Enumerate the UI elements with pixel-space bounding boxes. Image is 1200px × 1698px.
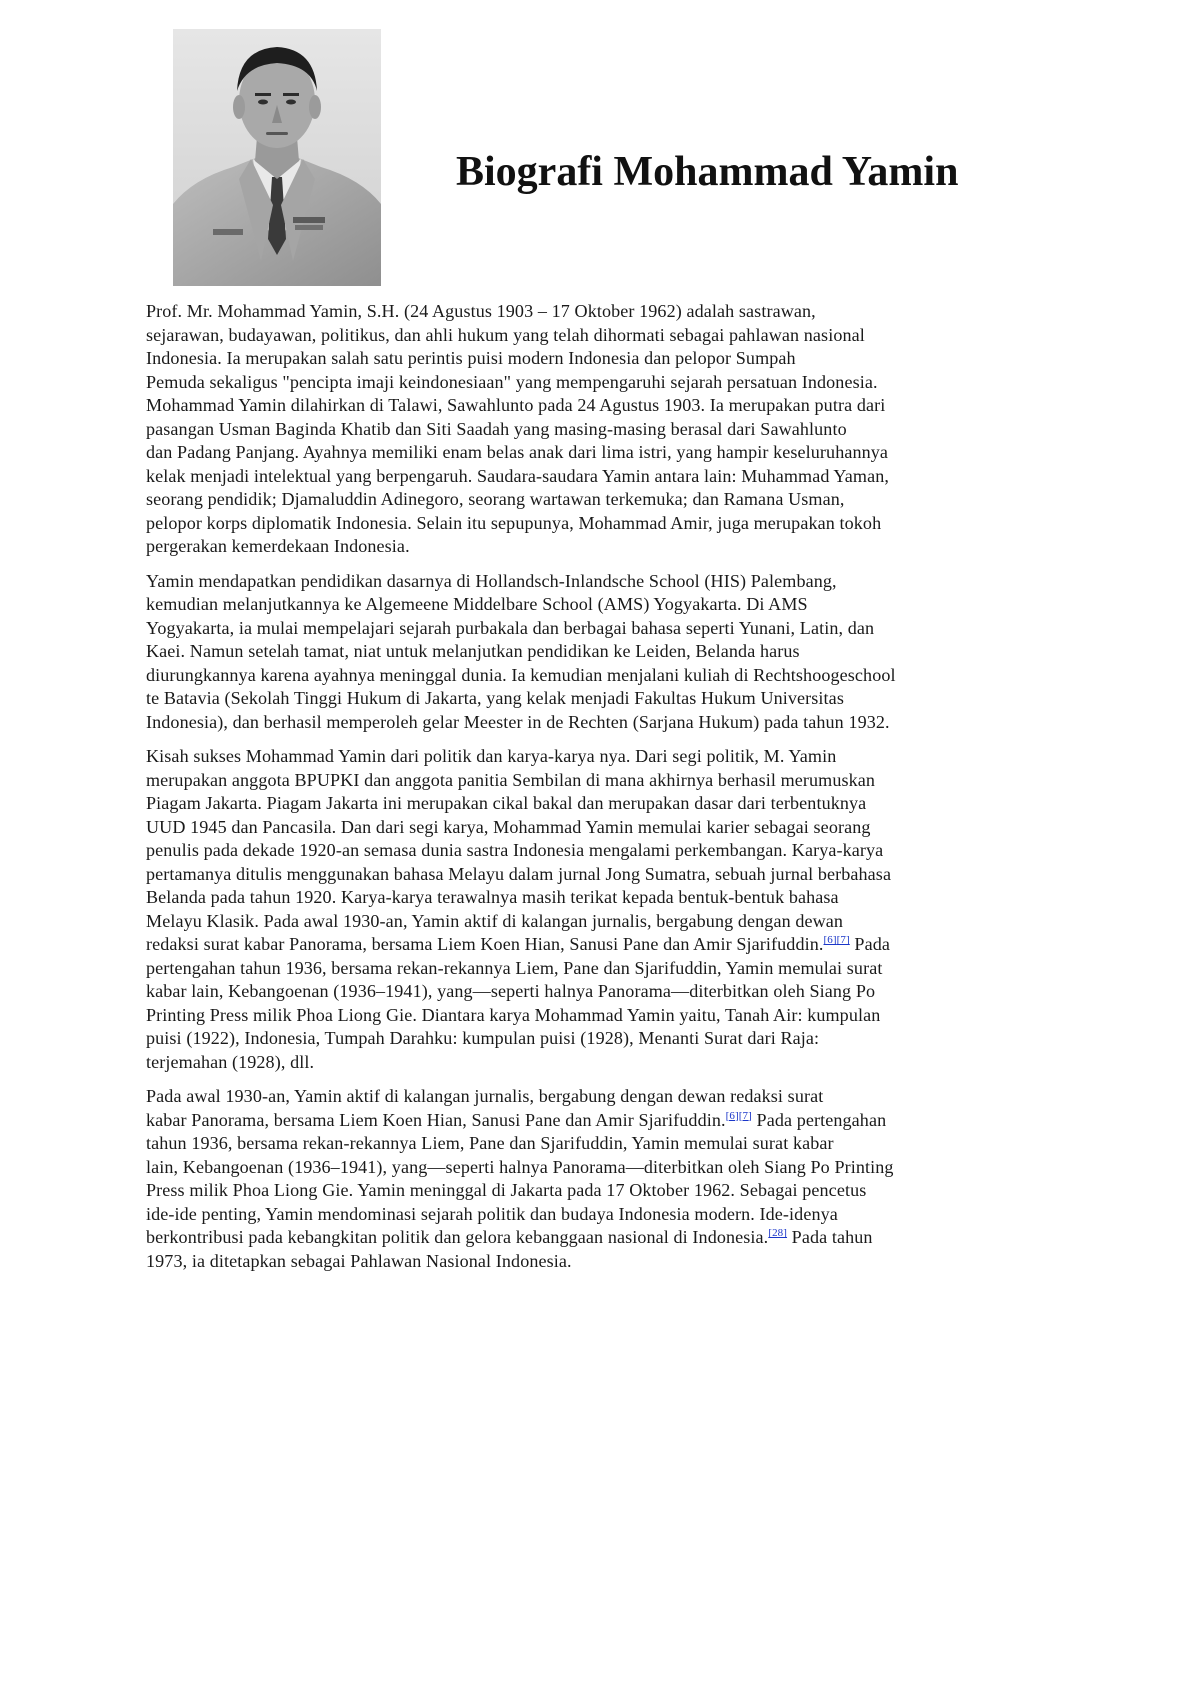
citation xyxy=(824,934,850,946)
text-line: Belanda pada tahun 1920. Karya-karya terawalnya masih terikat kepada bentuk-bentuk bahasa xyxy=(146,887,839,907)
text-line: Pada awal 1930-an, Yamin aktif di kalangan jurnalis, bergabung dengan dewan redaksi surat xyxy=(146,1086,824,1106)
text-line: kemudian melanjutkannya ke Algemeene Middelbare School (AMS) Yogyakarta. Di AMS xyxy=(146,594,808,614)
text-line: terjemahan (1928), dll. xyxy=(146,1051,315,1072)
text-line: sejarawan, budayawan, politikus, dan ahli hukum yang telah dihormati sebagai pahlawan nasional xyxy=(146,324,865,345)
paragraph-1 xyxy=(146,300,1061,559)
text-line: kelak menjadi intelektual yang berpengaruh. Saudara-saudara Yamin antara lain: Muhammad Yaman, xyxy=(146,465,889,486)
text-line: Press milik Phoa Liong Gie. Yamin meninggal di Jakarta pada 17 Oktober 1962. Sebagai pencetus xyxy=(146,1180,867,1200)
text-line: Indonesia. Ia merupakan salah satu perintis puisi modern Indonesia dan pelopor Sumpah xyxy=(146,348,796,368)
citation-link-7[interactable]: [7] xyxy=(836,934,850,946)
text-line: tahun 1936, bersama rekan-rekannya Liem, Pane dan Sjarifuddin, Yamin memulai surat kabar xyxy=(146,1133,834,1153)
citation-link-7[interactable]: [7] xyxy=(738,1109,752,1122)
text-line: pasangan Usman Baginda Khatib dan Siti Saadah yang masing-masing berasal dari Sawahlunto xyxy=(146,418,847,439)
paragraph-2 xyxy=(146,570,1061,735)
text-line: UUD 1945 dan Pancasila. Dan dari segi karya, Mohammad Yamin memulai karier sebagai seorang xyxy=(146,816,871,837)
text-line: pelopor korps diplomatik Indonesia. Selain itu sepupunya, Mohammad Amir, juga merupakan tokoh xyxy=(146,512,882,533)
citation-link-6[interactable]: [6] xyxy=(725,1109,739,1122)
page-title: Biografi Mohammad Yamin xyxy=(456,149,959,195)
text-line: pertengahan tahun 1936, bersama rekan-rekannya Liem, Pane dan Sjarifuddin, Yamin memulai surat xyxy=(146,957,883,978)
text-line: Kisah sukses Mohammad Yamin dari politik dan karya-karya nya. Dari segi politik, M. Yamin xyxy=(146,746,837,766)
text-line: penulis pada dekade 1920-an semasa dunia sastra Indonesia mengalami perkembangan. Karya-karya xyxy=(146,840,884,860)
citation-link-28[interactable]: [28] xyxy=(768,1227,788,1239)
text-line: Melayu Klasik. Pada awal 1930-an, Yamin aktif di kalangan jurnalis, bergabung dengan dewan xyxy=(146,910,844,931)
citation xyxy=(768,1227,787,1239)
text-line: Pada tahun xyxy=(787,1227,873,1247)
text-line: merupakan anggota BPUPKI dan anggota panitia Sembilan di mana akhirnya berhasil merumuskan xyxy=(146,769,876,790)
text-line: Pemuda sekaligus "pencipta imaji keindonesiaan" yang mempengaruhi sejarah persatuan Indonesia. xyxy=(146,371,878,392)
text-line: Kaei. Namun setelah tamat, niat untuk melanjutkan pendidikan ke Leiden, Belanda harus xyxy=(146,641,800,661)
text-line: Prof. Mr. Mohammad Yamin, S.H. (24 Agustus 1903 – 17 Oktober 1962) adalah sastrawan, xyxy=(146,301,816,321)
text-line: Printing Press milik Phoa Liong Gie. Diantara karya Mohammad Yamin yaitu, Tanah Air: kumpulan xyxy=(146,1004,881,1025)
text-line: 1973, ia ditetapkan sebagai Pahlawan Nasional Indonesia. xyxy=(146,1250,572,1271)
portrait-photo xyxy=(173,29,381,286)
paragraph-4 xyxy=(146,1085,1061,1273)
text-line: redaksi surat kabar Panorama, bersama Liem Koen Hian, Sanusi Pane dan Amir Sjarifuddin. xyxy=(146,934,824,954)
text-line: berkontribusi pada kebangkitan politik dan gelora kebanggaan nasional di Indonesia. xyxy=(146,1227,769,1247)
text-line: Mohammad Yamin dilahirkan di Talawi, Sawahlunto pada 24 Agustus 1903. Ia merupakan putra dari xyxy=(146,395,886,415)
paragraph-3 xyxy=(146,745,1061,1074)
article-body xyxy=(146,300,1061,1284)
citation xyxy=(726,1110,752,1122)
text-line: dan Padang Panjang. Ayahnya memiliki enam belas anak dari lima istri, yang hampir keseluruhannya xyxy=(146,442,889,462)
text-line: pertamanya ditulis menggunakan bahasa Melayu dalam jurnal Jong Sumatra, sebuah jurnal berbahasa xyxy=(146,863,892,884)
text-line: puisi (1922), Indonesia, Tumpah Darahku: kumpulan puisi (1928), Menanti Surat dari Raja: xyxy=(146,1028,820,1048)
text-line: Yogyakarta, ia mulai mempelajari sejarah purbakala dan berbagai bahasa seperti Yunani, Latin, dan xyxy=(146,617,875,638)
text-line: seorang pendidik; Djamaluddin Adinegoro, seorang wartawan terkemuka; dan Ramana Usman, xyxy=(146,489,845,509)
text-line: kabar Panorama, bersama Liem Koen Hian, Sanusi Pane dan Amir Sjarifuddin. xyxy=(146,1109,726,1130)
text-line: pergerakan kemerdekaan Indonesia. xyxy=(146,536,410,556)
text-line: te Batavia (Sekolah Tinggi Hukum di Jakarta, yang kelak menjadi Fakultas Hukum Universitas xyxy=(146,688,844,708)
text-line: Pada pertengahan xyxy=(751,1109,887,1130)
text-line: Yamin mendapatkan pendidikan dasarnya di Hollandsch-Inlandsche School (HIS) Palembang, xyxy=(146,570,837,591)
citation-link-6[interactable]: [6] xyxy=(823,934,837,946)
text-line: Piagam Jakarta. Piagam Jakarta ini merupakan cikal bakal dan merupakan dasar dari terbentuknya xyxy=(146,793,867,813)
text-line: lain, Kebangoenan (1936–1941), yang—seperti halnya Panorama—diterbitkan oleh Siang Po Printing xyxy=(146,1156,894,1177)
text-line: kabar lain, Kebangoenan (1936–1941), yang—seperti halnya Panorama—diterbitkan oleh Siang Po xyxy=(146,981,876,1001)
text-line: Pada xyxy=(849,934,890,954)
text-line: diurungkannya karena ayahnya meninggal dunia. Ia kemudian menjalani kuliah di Rechtshoogeschool xyxy=(146,664,896,685)
text-line: Indonesia), dan berhasil memperoleh gelar Meester in de Rechten (Sarjana Hukum) pada tahun 1932. xyxy=(146,711,890,732)
text-line: ide-ide penting, Yamin mendominasi sejarah politik dan budaya Indonesia modern. Ide-idenya xyxy=(146,1203,838,1224)
